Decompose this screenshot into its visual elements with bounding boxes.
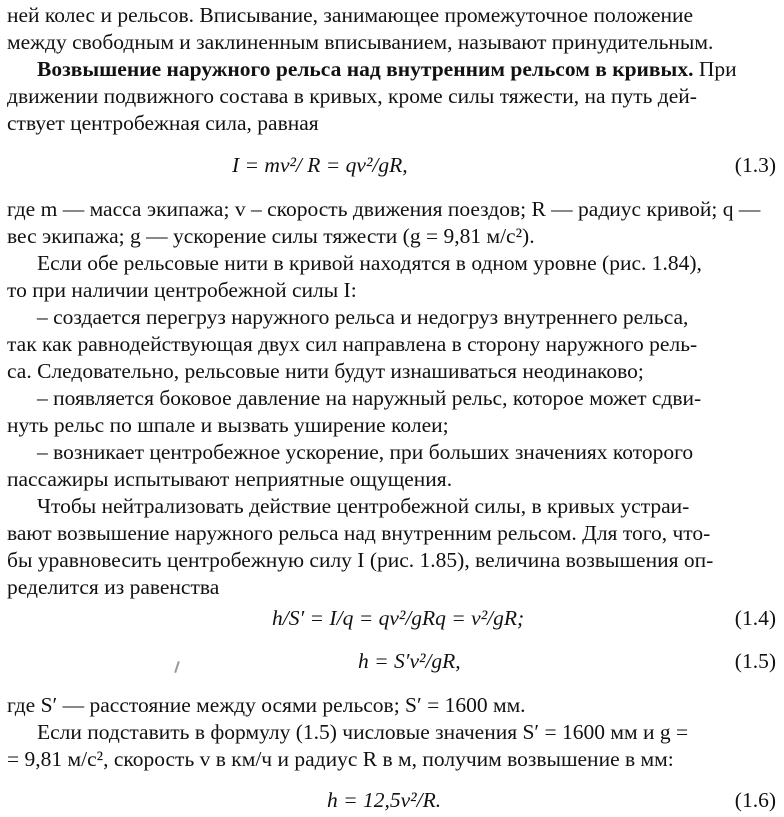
text-line: бы уравновесить центробежную силу I (рис. 1.85), величина возвышения оп- [7,548,714,572]
equation-formula: h = S′v²/gR, [358,649,461,673]
equation-formula: h/S′ = I/q = qv²/gRq = v²/gR; [272,606,525,630]
equation-formula: I = mv²/ R = qv²/gR, [232,153,408,177]
equation-number: (1.4) [734,606,776,630]
equation-formula: h = 12,5v²/R. [327,788,442,812]
section-heading [37,56,737,82]
text-line: вают возвышение наружного рельса над внутренним рельсом. Для того, что- [7,521,711,545]
text-line: между свободным и заклиненным вписыванием, называют принудительным. [7,30,714,54]
text-line: ствует центробежная сила, равная [7,111,319,135]
text-line: вес экипажа; g — ускорение силы тяжести (g = 9,81 м/с²). [7,224,535,248]
text-line: Если подставить в формулу (1.5) числовые значения S′ = 1600 мм и g = [37,720,689,744]
text-line: са. Следовательно, рельсовые нити будут изнашиваться неодинаково; [7,359,644,383]
heading-rest: При [693,57,737,81]
text-line: пассажиры испытывают неприятные ощущения. [7,467,453,491]
equation-number: (1.5) [734,649,776,673]
text-line: где m — масса экипажа; v – скорость движения поездов; R — радиус кривой; q — [7,197,761,221]
list-item: – возникает центробежное ускорение, при больших значениях которого [37,440,694,464]
scan-mark [174,661,180,673]
text-line: ределится из равенства [7,575,220,599]
text-line: движении подвижного состава в кривых, кроме силы тяжести, на путь дей- [7,84,697,108]
text-line: ней колес и рельсов. Вписывание, занимающее промежуточное положение [7,3,694,27]
text-line: = 9,81 м/с², скорость v в км/ч и радиус R в м, получим возвышение в мм: [7,747,674,771]
text-line: Чтобы нейтрализовать действие центробежной силы, в кривых устраи- [37,494,690,518]
equation-number: (1.3) [734,153,776,177]
text-line: нуть рельс по шпале и вызвать уширение колеи; [7,413,449,437]
list-item: – создается перегруз наружного рельса и недогруз внутреннего рельса, [37,305,689,329]
text-line: то при наличии центробежной силы I: [7,278,357,302]
list-item: – появляется боковое давление на наружный рельс, которое может сдви- [37,386,702,410]
heading-bold: Возвышение наружного рельса над внутренним рельсом в кривых. [37,57,694,81]
equation-number: (1.6) [734,788,776,812]
text-line: где S′ — расстояние между осями рельсов; S′ = 1600 мм. [7,693,526,717]
text-line: так как равнодействующая двух сил направлена в сторону наружного рель- [7,332,698,356]
text-line: Если обе рельсовые нити в кривой находятся в одном уровне (рис. 1.84), [37,251,702,275]
